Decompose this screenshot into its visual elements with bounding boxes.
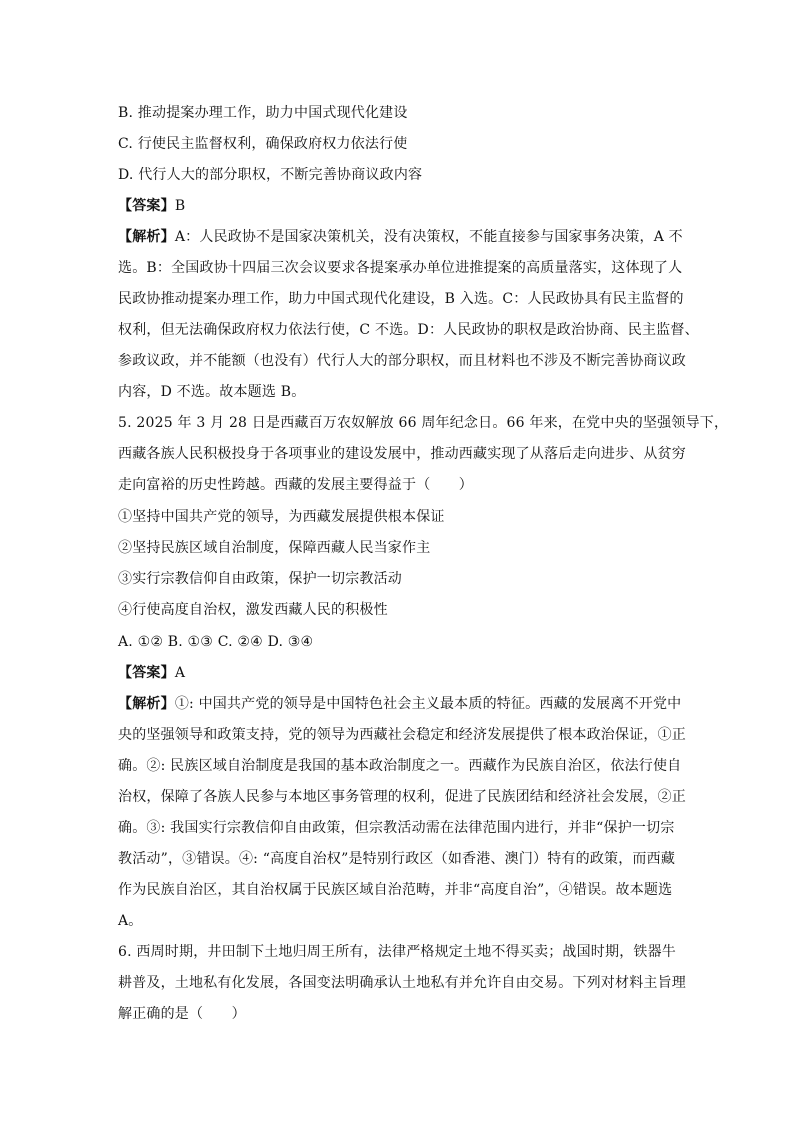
q4-analysis-line-1: [118, 227, 683, 247]
q6-stem-line-3: 解正确的是（ ）: [118, 1006, 246, 1022]
q5-analysis-line-8: A。: [118, 913, 143, 929]
q4-analysis-line-3: 民政协推动提案办理工作，助力中国式现代化建设，B 入选。C：人民政协具有民主监督的: [118, 291, 684, 307]
q5-analysis-line-7: 作为民族自治区，其自治权属于民族区域自治范畴，并非“高度自治”，④错误。故本题选: [118, 882, 673, 898]
q5-analysis-line-5: 确。③: 我国实行宗教信仰自由政策，但宗教活动需在法律范围内进行，并非“保护一切宗: [118, 820, 675, 836]
q5-item-1: ①坚持中国共产党的领导，为西藏发展提供根本保证: [118, 509, 445, 525]
q5-stem-line-3: 走向富裕的历史性跨越。西藏的发展主要得益于（ ）: [118, 477, 473, 493]
answer-value: B: [174, 198, 186, 214]
q4-analysis-line-5: 参政议政，并不能额（也没有）代行人大的部分职权，而且材料也不涉及不断完善协商议政: [118, 353, 686, 369]
analysis-text: A：人民政协不是国家决策机关，没有决策权，不能直接参与国家事务决策，A 不: [174, 229, 683, 245]
q4-analysis-line-6: 内容，D 不选。故本题选 B。: [118, 384, 306, 400]
q5-item-3: ③实行宗教信仰自由政策，保护一切宗教活动: [118, 571, 402, 587]
q5-item-4: ④行使高度自治权，激发西藏人民的积极性: [118, 602, 388, 618]
answer-value: A: [174, 665, 186, 681]
q5-stem-line-2: 西藏各族人民积极投身于各项事业的建设发展中，推动西藏实现了从落后走向进步、从贫穷: [118, 446, 686, 462]
q5-analysis-line-1: [118, 694, 682, 714]
q5-analysis-line-3: 确。②: 民族区域自治制度是我国的基本政治制度之一。西藏作为民族自治区，依法行使自: [118, 758, 682, 774]
option-c: C. 行使民主监督权利，确保政府权力依法行使: [118, 136, 408, 152]
q5-analysis-line-4: 治权，保障了各族人民参与本地区事务管理的权利，促进了民族团结和经济社会发展，②正: [118, 789, 686, 805]
q5-answer: [118, 663, 678, 683]
q5-analysis-line-2: 央的坚强领导和政策支持，党的领导为西藏社会稳定和经济发展提供了根本政治保证，①正: [118, 727, 686, 743]
option-b: B. 推动提案办理工作，助力中国式现代化建设: [118, 105, 408, 121]
q6-stem-line-1: 6. 西周时期，井田制下土地归周王所有，法律严格规定土地不得买卖；战国时期，铁器牛: [118, 944, 677, 960]
analysis-text: ①: 中国共产党的领导是中国特色社会主义最本质的特征。西藏的发展离不开党中: [174, 696, 682, 712]
q4-analysis-line-2: 选。B：全国政协十四届三次会议要求各提案承办单位进推提案的高质量落实，这体现了人: [118, 260, 683, 276]
option-d: D. 代行人大的部分职权，不断完善协商议政内容: [118, 167, 423, 183]
answer-tag: 【答案】: [118, 198, 175, 214]
q5-item-2: ②坚持民族区域自治制度，保障西藏人民当家作主: [118, 540, 431, 556]
q4-answer: [118, 196, 678, 216]
q5-stem-line-1: 5. 2025 年 3 月 28 日是西藏百万农奴解放 66 周年纪念日。66 年来，在党中央的坚强领导下，: [118, 415, 729, 431]
q5-choices: A. ①② B. ①③ C. ②④ D. ③④: [118, 634, 314, 650]
analysis-tag: 【解析】: [118, 229, 175, 245]
q4-analysis-line-4: 权利，但无法确保政府权力依法行使，C 不选。D：人民政协的职权是政治协商、民主监督、: [118, 322, 699, 338]
analysis-tag: 【解析】: [118, 696, 175, 712]
q5-analysis-line-6: 教活动”，③错误。④: “高度自治权”是特别行政区（如香港、澳门）特有的政策，而西藏: [118, 851, 676, 867]
q6-stem-line-2: 耕普及，土地私有化发展，各国变法明确承认土地私有并允许自由交易。下列对材料主旨理: [118, 975, 686, 991]
answer-tag: 【答案】: [118, 665, 175, 681]
